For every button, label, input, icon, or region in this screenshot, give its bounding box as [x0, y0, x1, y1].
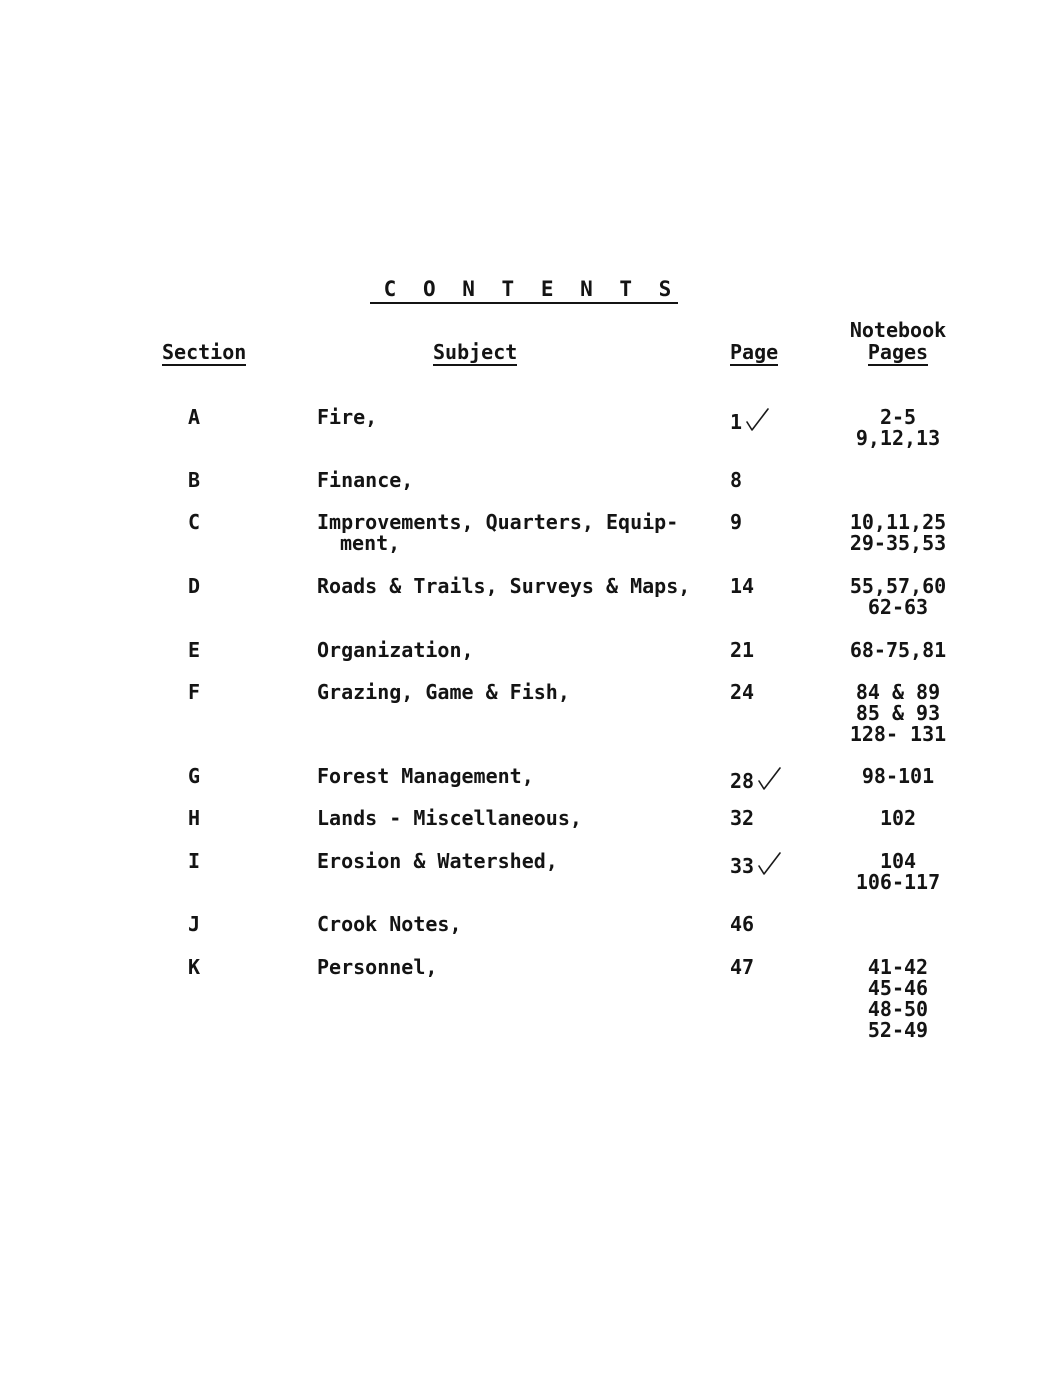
- page-number: [730, 640, 754, 661]
- notebook-pages: [838, 851, 958, 893]
- subject-line: Fire,: [317, 405, 378, 429]
- subject-column-header: [433, 341, 517, 366]
- subject-text: [317, 512, 737, 554]
- section-letter: F: [187, 680, 201, 704]
- notebook-pages-line: 98-101: [861, 764, 935, 788]
- page-number-value: 1: [730, 410, 743, 434]
- notebook-pages-line: 106-117: [855, 870, 941, 894]
- notebook-pages: [838, 682, 958, 745]
- contents-title-text: C O N T E N T S: [370, 276, 679, 304]
- page-number-value: 8: [730, 468, 743, 492]
- notebook-pages: [838, 512, 958, 554]
- notebook-pages-line: 128- 131: [849, 722, 947, 746]
- notebook-pages-line: 10,11,25: [849, 510, 947, 534]
- section-letter: H: [187, 806, 201, 830]
- subject-text: [317, 407, 737, 428]
- notebook-pages-line: 41-42: [867, 955, 929, 979]
- notebook-pages-line: 102: [879, 806, 917, 830]
- page-column-header: [730, 341, 778, 366]
- subject-line: Finance,: [317, 468, 414, 492]
- notebook-pages: [838, 957, 958, 1041]
- page-number-value: 32: [730, 806, 755, 830]
- notebook-pages-line: 55,57,60: [849, 574, 947, 598]
- page-number: [730, 851, 782, 877]
- subject-line: Improvements, Quarters, Equip-: [317, 510, 679, 534]
- subject-line: Crook Notes,: [317, 912, 462, 936]
- subject-line: Grazing, Game & Fish,: [317, 680, 570, 704]
- notebook-pages-line: 9,12,13: [855, 426, 941, 450]
- notebook-pages-line: 48-50: [867, 997, 929, 1021]
- notebook-header-line2: Pages: [867, 340, 929, 364]
- page-number: [730, 470, 742, 491]
- page-number: [730, 766, 782, 792]
- page-header-label: Page: [730, 340, 779, 364]
- notebook-pages-line: 104: [879, 849, 917, 873]
- subject-text: [317, 957, 737, 978]
- subject-header-label: Subject: [433, 340, 518, 364]
- checkmark-icon: [744, 407, 770, 433]
- subject-text: [317, 808, 737, 829]
- contents-title: [0, 276, 1048, 304]
- notebook-pages-line: 84 & 89: [855, 680, 941, 704]
- section-letter: K: [187, 955, 201, 979]
- section-letter: G: [187, 764, 201, 788]
- subject-text: [317, 576, 737, 597]
- page-number-value: 24: [730, 680, 755, 704]
- section-letter: A: [187, 405, 201, 429]
- notebook-pages-column-header: [838, 319, 958, 366]
- section-letter: E: [187, 638, 201, 662]
- notebook-pages-line: 2-5: [879, 405, 917, 429]
- notebook-pages: [838, 576, 958, 618]
- page-number: [730, 957, 754, 978]
- subject-text: [317, 914, 737, 935]
- checkmark-icon: [756, 766, 782, 792]
- notebook-pages: [838, 808, 958, 829]
- checkmark-icon: [756, 851, 782, 877]
- page-number: [730, 914, 754, 935]
- notebook-pages-line: 85 & 93: [855, 701, 941, 725]
- page-number: [730, 512, 742, 533]
- notebook-pages-line: 62-63: [867, 595, 929, 619]
- subject-line: Personnel,: [317, 955, 438, 979]
- notebook-pages-line: 45-46: [867, 976, 929, 1000]
- page-number-value: 47: [730, 955, 755, 979]
- page-number: [730, 808, 754, 829]
- page-number-value: 46: [730, 912, 755, 936]
- section-letter: C: [187, 510, 201, 534]
- notebook-header-line1: Notebook: [849, 318, 947, 342]
- section-letter: J: [187, 912, 201, 936]
- page-number-value: 28: [730, 769, 755, 793]
- page-number: [730, 576, 754, 597]
- section-header-label: Section: [162, 340, 247, 364]
- subject-line: Forest Management,: [317, 764, 534, 788]
- notebook-pages: [838, 640, 958, 661]
- subject-text: [317, 470, 737, 491]
- section-letter: D: [187, 574, 201, 598]
- subject-line: Erosion & Watershed,: [317, 849, 558, 873]
- subject-line: Organization,: [317, 638, 474, 662]
- section-column-header: [162, 341, 246, 366]
- page-number: [730, 407, 770, 433]
- notebook-pages: [838, 407, 958, 449]
- section-letter: I: [187, 849, 201, 873]
- subject-text: [317, 640, 737, 661]
- subject-text: [317, 851, 737, 872]
- subject-line: Roads & Trails, Surveys & Maps,: [317, 574, 691, 598]
- notebook-pages-line: 68-75,81: [849, 638, 947, 662]
- subject-line: ment,: [340, 531, 401, 555]
- page-number-value: 21: [730, 638, 755, 662]
- page-number-value: 14: [730, 574, 755, 598]
- page-number-value: 33: [730, 854, 755, 878]
- section-letter: B: [187, 468, 201, 492]
- subject-text: [317, 682, 737, 703]
- notebook-pages-line: 29-35,53: [849, 531, 947, 555]
- page-number: [730, 682, 754, 703]
- subject-line: Lands - Miscellaneous,: [317, 806, 582, 830]
- page-number-value: 9: [730, 510, 743, 534]
- notebook-pages: [838, 766, 958, 787]
- subject-text: [317, 766, 737, 787]
- notebook-pages-line: 52-49: [867, 1018, 929, 1042]
